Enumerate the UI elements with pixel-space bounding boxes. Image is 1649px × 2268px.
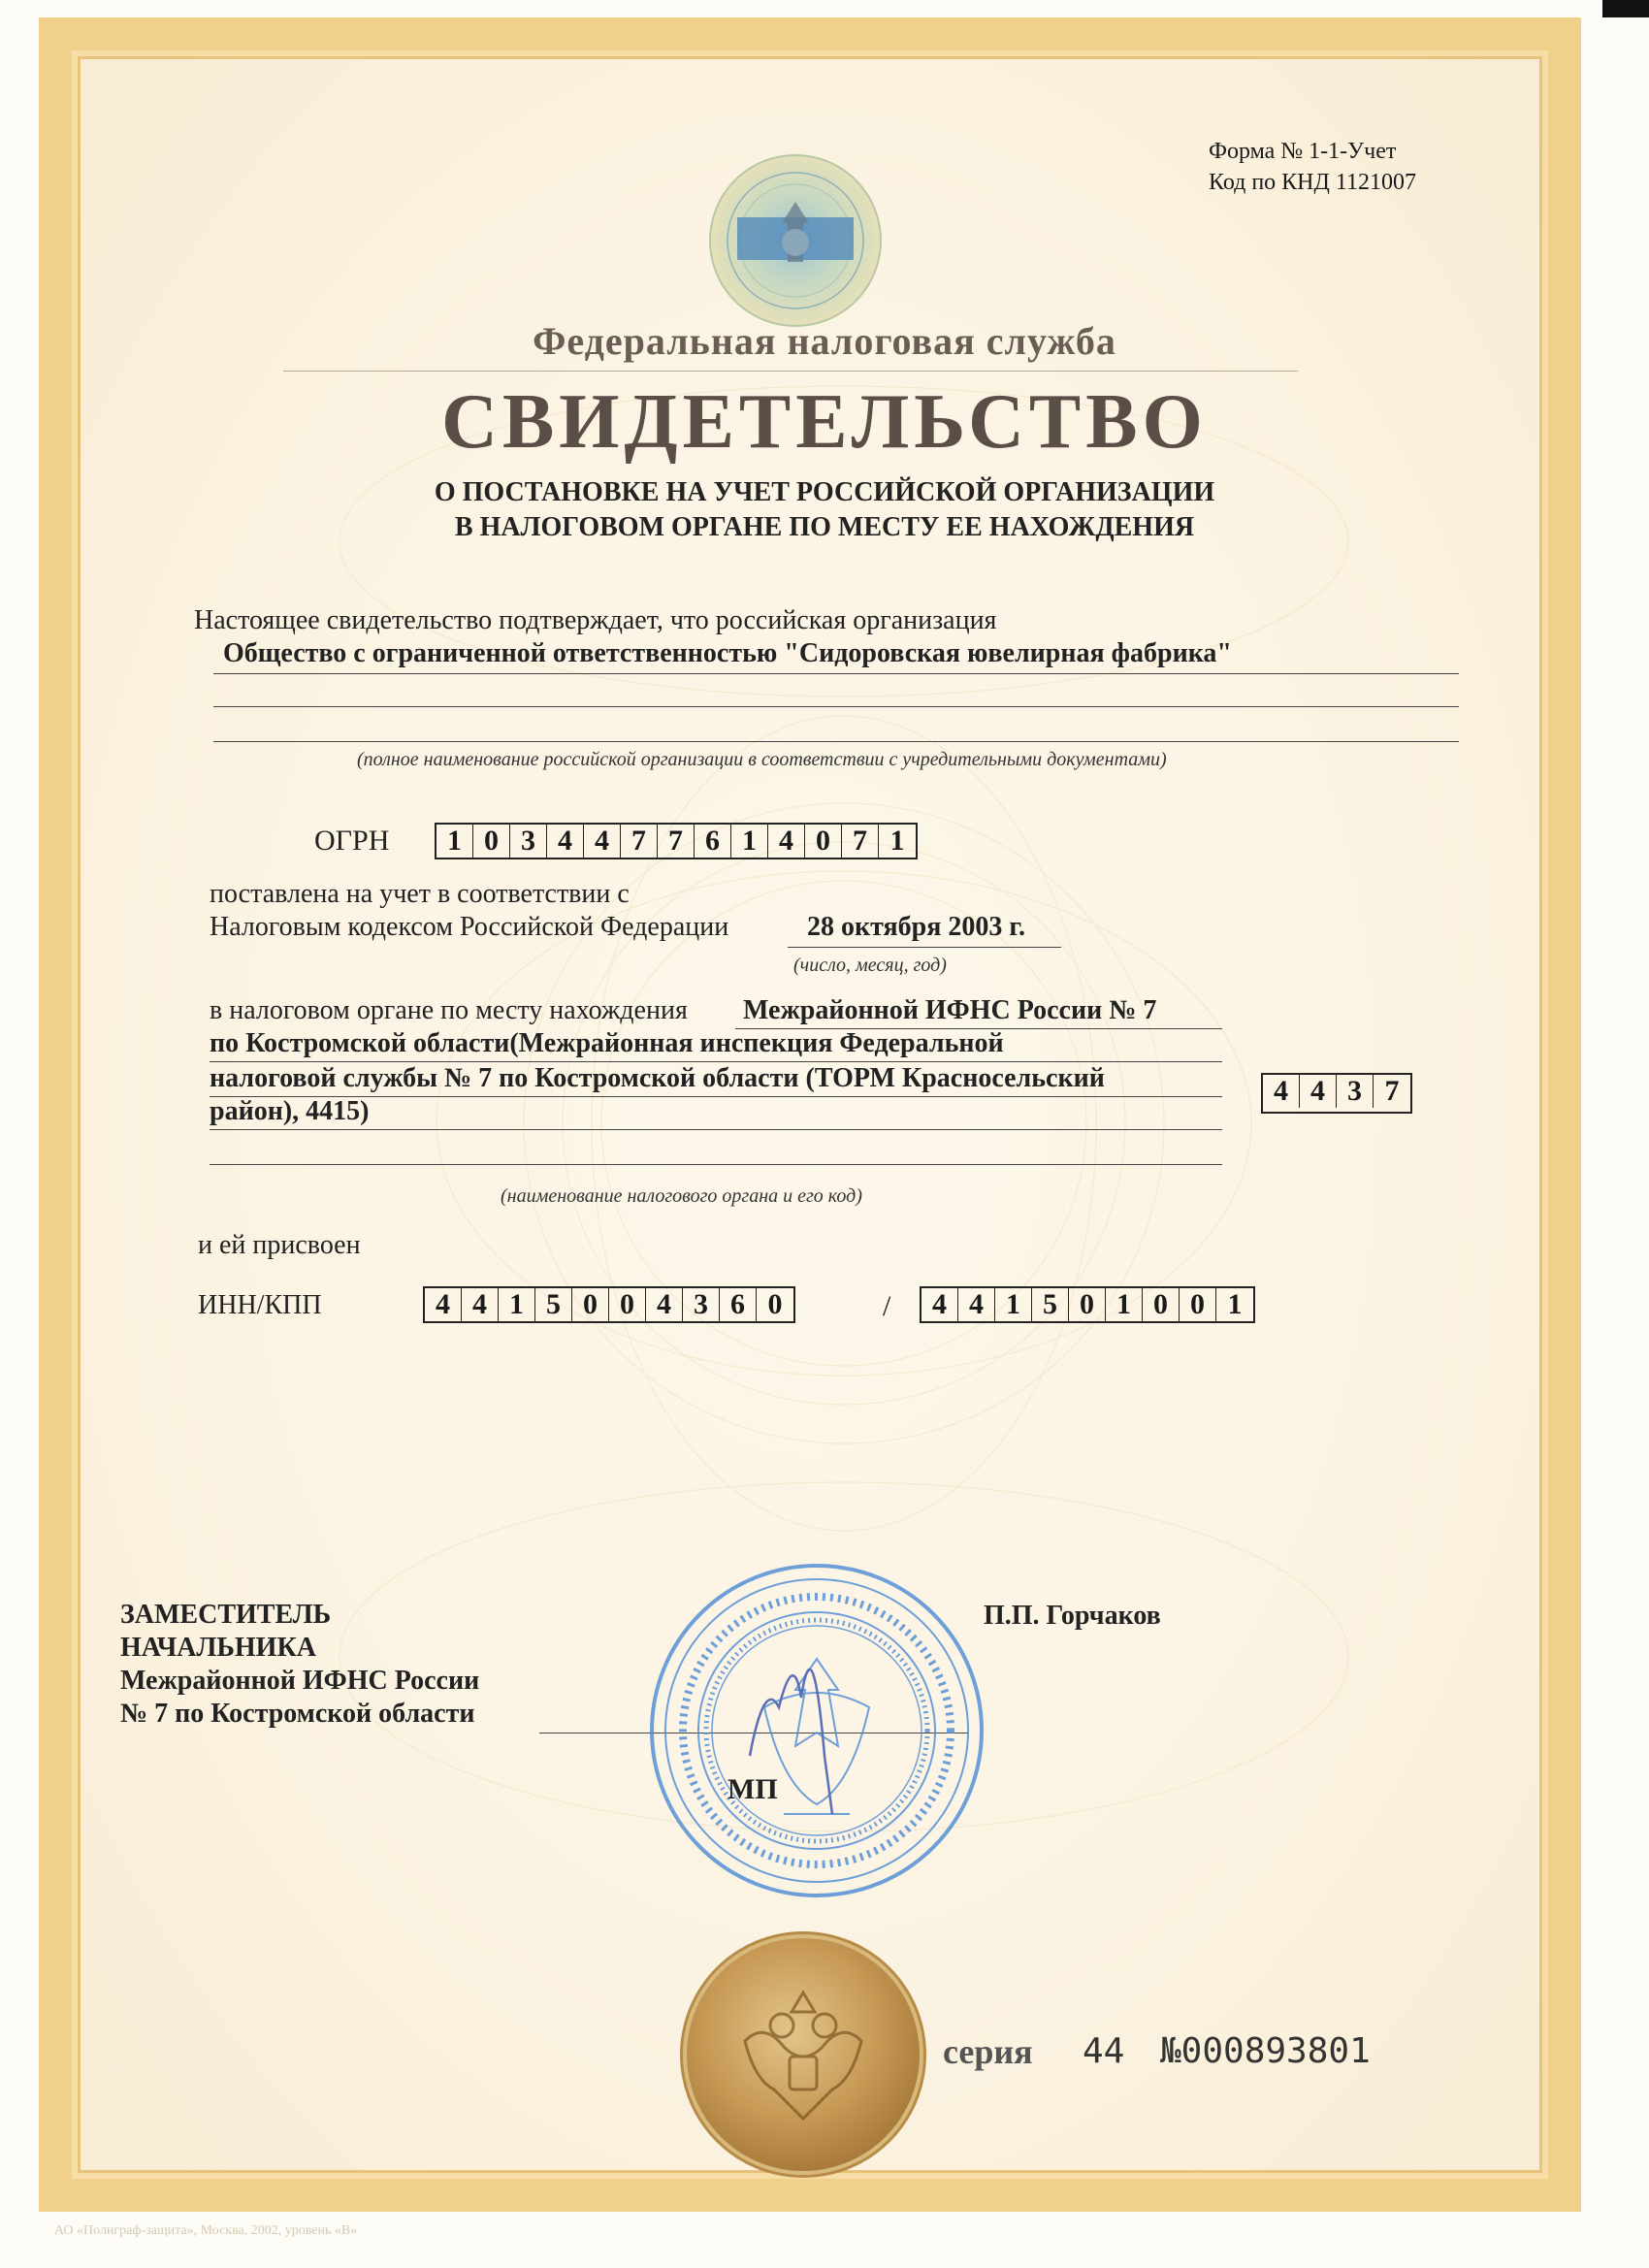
official-stamp-icon	[648, 1562, 986, 1899]
inn-kpp-separator: /	[883, 1290, 891, 1322]
digit-cell: 0	[1069, 1288, 1106, 1321]
digit-cell: 1	[995, 1288, 1032, 1321]
digit-cell: 0	[767, 1288, 783, 1320]
digit-cell: 4	[584, 825, 621, 858]
org-name-caption: (полное наименование российской организации в соответствии с учредительными документами)	[357, 749, 1167, 770]
certificate-serial-number: №000893801	[1160, 2031, 1371, 2071]
intro-text: Настоящее свидетельство подтверждает, что российская организация	[194, 605, 997, 635]
digit-cell: 0	[805, 825, 842, 858]
double-headed-eagle-icon	[726, 1973, 881, 2136]
certificate-title: СВИДЕТЕЛЬСТВО	[441, 379, 1208, 465]
digit-cell: 4	[547, 825, 584, 858]
form-number: Форма № 1-1-Учет	[1209, 139, 1397, 164]
digit-cell: 5	[1032, 1288, 1069, 1321]
digit-cell: 1	[731, 825, 768, 858]
organization-name: Общество с ограниченной ответственностью "Сидоровская ювелирная фабрика"	[223, 638, 1232, 668]
registered-line-2: Налоговым кодексом Российской Федерации	[210, 912, 729, 942]
position-line-3: Межрайонной ИФНС России	[120, 1666, 480, 1696]
digit-cell: 4	[768, 825, 805, 858]
digit-cell: 0	[609, 1288, 646, 1321]
authority-line-1: Межрайонной ИФНС России № 7	[743, 995, 1157, 1025]
scan-edge	[1602, 0, 1649, 17]
ogrn-number	[435, 823, 918, 859]
assigned-text: и ей присвоен	[198, 1230, 361, 1260]
series-label: серия	[943, 2032, 1033, 2071]
kpp-number	[920, 1286, 1255, 1323]
digit-cell: 1	[436, 825, 473, 858]
digit-cell: 6	[695, 825, 731, 858]
series-value: 44	[1083, 2031, 1125, 2071]
gold-seal	[687, 1938, 920, 2171]
agency-name: Федеральная налоговая служба	[533, 319, 1116, 363]
form-code	[1209, 136, 1416, 198]
inn-number	[423, 1286, 795, 1323]
authority-line-2: по Костромской области(Межрайонная инспекция Федеральной	[210, 1028, 1004, 1058]
digit-cell: 4	[425, 1288, 462, 1321]
digit-cell: 4	[1300, 1075, 1337, 1108]
subtitle-line-2: В НАЛОГОВОМ ОРГАНЕ ПО МЕСТУ ЕЕ НАХОЖДЕНИЯ	[454, 512, 1195, 542]
knd-code: Код по КНД 1121007	[1209, 170, 1416, 195]
digit-cell: 0	[572, 1288, 609, 1321]
org-underline-2	[213, 706, 1459, 707]
digit-cell: 1	[499, 1288, 535, 1321]
position-line-1: ЗАМЕСТИТЕЛЬ	[120, 1600, 332, 1630]
authority-line-4: район), 4415)	[210, 1096, 370, 1126]
authority-underline-2	[210, 1061, 1222, 1062]
registered-line-1: поставлена на учет в соответствии с	[210, 879, 630, 909]
org-underline-1	[213, 673, 1459, 674]
stamp-place-label: МП	[728, 1773, 778, 1805]
org-underline-3	[213, 741, 1459, 742]
digit-cell: 1	[889, 825, 905, 857]
subtitle-line-1: О ПОСТАНОВКЕ НА УЧЕТ РОССИЙСКОЙ ОРГАНИЗАЦИИ	[434, 477, 1215, 507]
date-underline	[788, 947, 1061, 948]
digit-cell: 4	[646, 1288, 683, 1321]
printer-imprint: АО «Полиграф-защита», Москва, 2002, уровень «В»	[54, 2223, 358, 2238]
authority-underline-4	[210, 1129, 1222, 1130]
digit-cell: 3	[1337, 1075, 1374, 1108]
authority-line-3: налоговой службы № 7 по Костромской области (ТОРМ Красносельский	[210, 1063, 1105, 1093]
inn-kpp-label: ИНН/КПП	[198, 1290, 322, 1320]
digit-cell: 7	[621, 825, 658, 858]
signatory-position	[120, 1599, 479, 1731]
authority-caption: (наименование налогового органа и его код)	[501, 1185, 862, 1207]
digit-cell: 7	[1384, 1075, 1400, 1107]
digit-cell: 1	[1106, 1288, 1143, 1321]
digit-cell: 4	[958, 1288, 995, 1321]
digit-cell: 6	[720, 1288, 757, 1321]
digit-cell: 3	[510, 825, 547, 858]
digit-cell: 0	[1143, 1288, 1180, 1321]
position-line-2: НАЧАЛЬНИКА	[120, 1633, 316, 1663]
digit-cell: 0	[473, 825, 510, 858]
hologram-emblem-icon	[708, 153, 883, 328]
ogrn-label: ОГРН	[314, 825, 390, 857]
digit-cell: 7	[842, 825, 879, 858]
digit-cell: 1	[1227, 1288, 1243, 1320]
position-line-4: № 7 по Костромской области	[120, 1699, 475, 1729]
digit-cell: 4	[1263, 1075, 1300, 1108]
date-caption: (число, месяц, год)	[793, 955, 947, 976]
authority-underline-5	[210, 1164, 1222, 1165]
authority-prefix: в налоговом органе по месту нахождения	[210, 995, 688, 1025]
title-divider	[283, 371, 1298, 372]
digit-cell: 4	[462, 1288, 499, 1321]
digit-cell: 3	[683, 1288, 720, 1321]
signer-name: П.П. Горчаков	[984, 1601, 1161, 1631]
registration-date: 28 октября 2003 г.	[807, 912, 1025, 942]
digit-cell: 4	[922, 1288, 958, 1321]
digit-cell: 5	[535, 1288, 572, 1321]
digit-cell: 0	[1180, 1288, 1216, 1321]
authority-code	[1261, 1073, 1412, 1114]
digit-cell: 7	[658, 825, 695, 858]
